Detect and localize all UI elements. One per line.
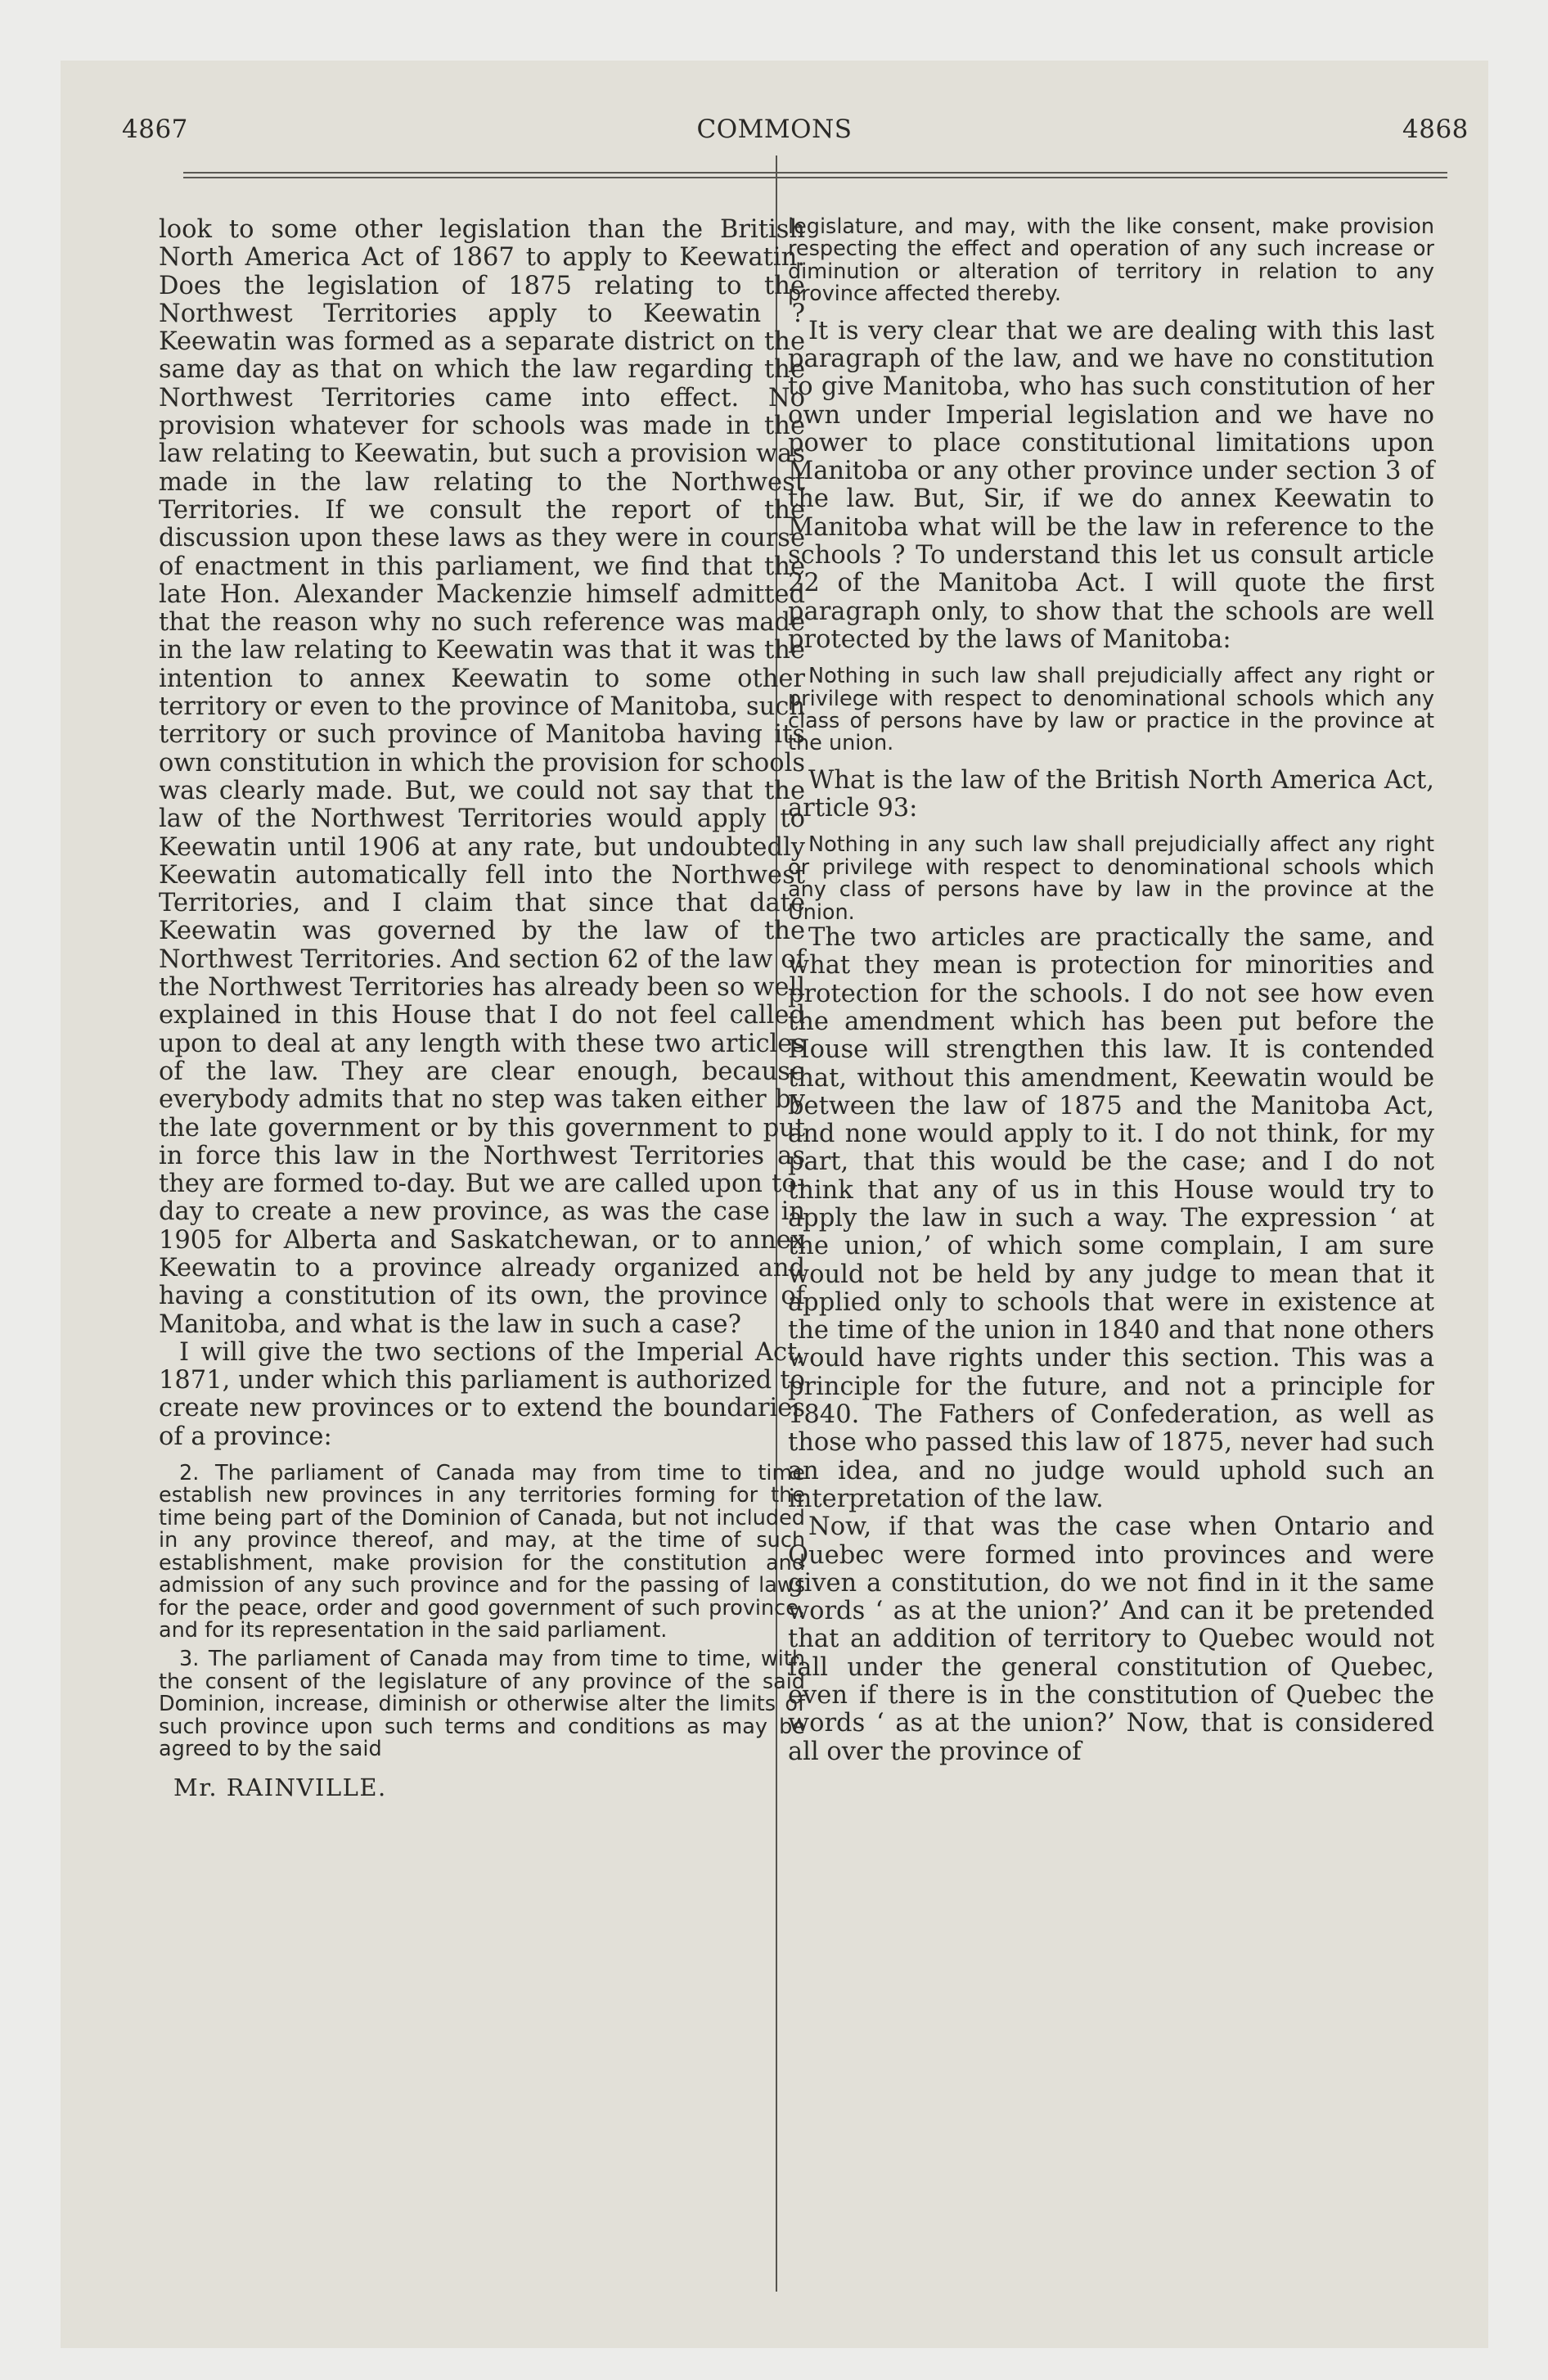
- left-column: [159, 216, 805, 1801]
- paragraph: The two articles are practically the same, and what they mean is protection for minorities and protection for the schools. I do not see how even the amendment which has been put before the House will strengthen this law. It is contended that, without this amendment, Keewatin would be between the law of 1875 and the Manitoba Act, and none would apply to it. I do not think, for my part, that this would be the case; and I do not think that any of us in this House would try to apply the law in such a way. The expression ‘ at the union,’ of which some complain, I am sure would not be held by any judge to mean that it applied only to schools that were in existence at the time of the union in 1840 and that none others would have rights under this section. This was a principle for the future, and not a principle for 1840. The Fathers of Confederation, as well as those who passed this law of 1875, never had such an idea, and no judge would uphold such an interpretation of the law.: [788, 923, 1434, 1513]
- page-number-right: 4868: [1402, 115, 1469, 144]
- paragraph: I will give the two sections of the Imperial Act, 1871, under which this parliament is authorized to create new provinces or to extend the boundaries of a province:: [159, 1337, 805, 1451]
- quotation: legislature, and may, with the like consent, make provision respecting the effect and operation of any such increase or diminution or alteration of territory in relation to any province affected thereby.: [788, 214, 1434, 307]
- quotation: 2. The parliament of Canada may from time to time establish new provinces in any territories forming for the time being part of the Dominion of Canada, but not included in any province thereof, and may, at the time of such establishment, make provision for the constitution and admission of any such province and for the passing of laws for the peace, order and good government of such province, and for its representation in the said parliament.: [159, 1461, 805, 1643]
- quotation: 3. The parliament of Canada may from time to time, with the consent of the legislature of any province of the said Dominion, increase, diminish or otherwise alter the limits of such province upon such terms and conditions as may be agreed to by the said: [159, 1647, 805, 1761]
- quotation: Nothing in such law shall prejudicially affect any right or privilege with respect to denominational schools which any class of persons have by law or practice in the province at the union.: [788, 664, 1434, 756]
- header-rule-bottom: [183, 177, 1447, 178]
- right-column: [788, 216, 1434, 1766]
- quotation: Nothing in any such law shall prejudicially affect any right or privilege with respect to denominational schools which any class of persons have by law in the province at the Union.: [788, 832, 1434, 925]
- page-number-left: 4867: [122, 115, 188, 144]
- page-title: COMMONS: [696, 115, 853, 144]
- header-rule-top: [183, 172, 1447, 174]
- paragraph: It is very clear that we are dealing with this last paragraph of the law, and we have no constitution to give Manitoba, who has such constitution of her own under Imperial legislation and we have no power to place constitutional limitations upon Manitoba or any other province under section 3 of the law. But, Sir, if we do annex Keewatin to Manitoba what will be the law in reference to the schools ? To understand this let us consult article 22 of the Manitoba Act. I will quote the first paragraph only, to show that the schools are well protected by the laws of Manitoba:: [788, 316, 1434, 654]
- paragraph: What is the law of the British North America Act, article 93:: [788, 765, 1434, 823]
- paragraph: Now, if that was the case when Ontario and Quebec were formed into provinces and were given a constitution, do we not find in it the same words ‘ as at the union?’ And can it be pretended that an addition of territory to Quebec would not fall under the general constitution of Quebec, even if there is in the constitution of Quebec the words ‘ as at the union?’ Now, that is considered all over the province of: [788, 1512, 1434, 1766]
- speaker-signature: Mr. RAINVILLE.: [173, 1774, 387, 1802]
- paragraph: look to some other legislation than the British North America Act of 1867 to apply to Keewatin. Does the legislation of 1875 relating to the Northwest Territories apply to Keewatin ? Keewatin was formed as a separate district on the same day as that on which the law regarding the Northwest Territories came into effect. No provision whatever for schools was made in the law relating to Keewatin, but such a provision was made in the law relating to the Northwest Territories. If we consult the report of the discussion upon these laws as they were in course of enactment in this parliament, we find that the late Hon. Alexander Mackenzie himself admitted that the reason why no such reference was made in the law relating to Keewatin was that it was the intention to annex Keewatin to some other territory or even to the province of Manitoba, such territory or such province of Manitoba having its own constitution in which the provision for schools was clearly made. But, we could not say that the law of the Northwest Territories would apply to Keewatin until 1906 at any rate, but undoubtedly Keewatin automatically fell into the Northwest Territories, and I claim that since that date Keewatin was governed by the law of the Northwest Territories. And section 62 of the law of the Northwest Territories has already been so well explained in this House that I do not feel called upon to deal at any length with these two articles of the law. They are clear enough, because everybody admits that no step was taken either by the late government or by this government to put in force this law in the Northwest Territories as they are formed to-day. But we are called upon to-day to create a new province, as was the case in 1905 for Alberta and Saskatchewan, or to annex Keewatin to a province already organized and having a constitution of its own, the province of Manitoba, and what is the law in such a case?: [159, 215, 805, 1339]
- page: [61, 61, 1488, 2348]
